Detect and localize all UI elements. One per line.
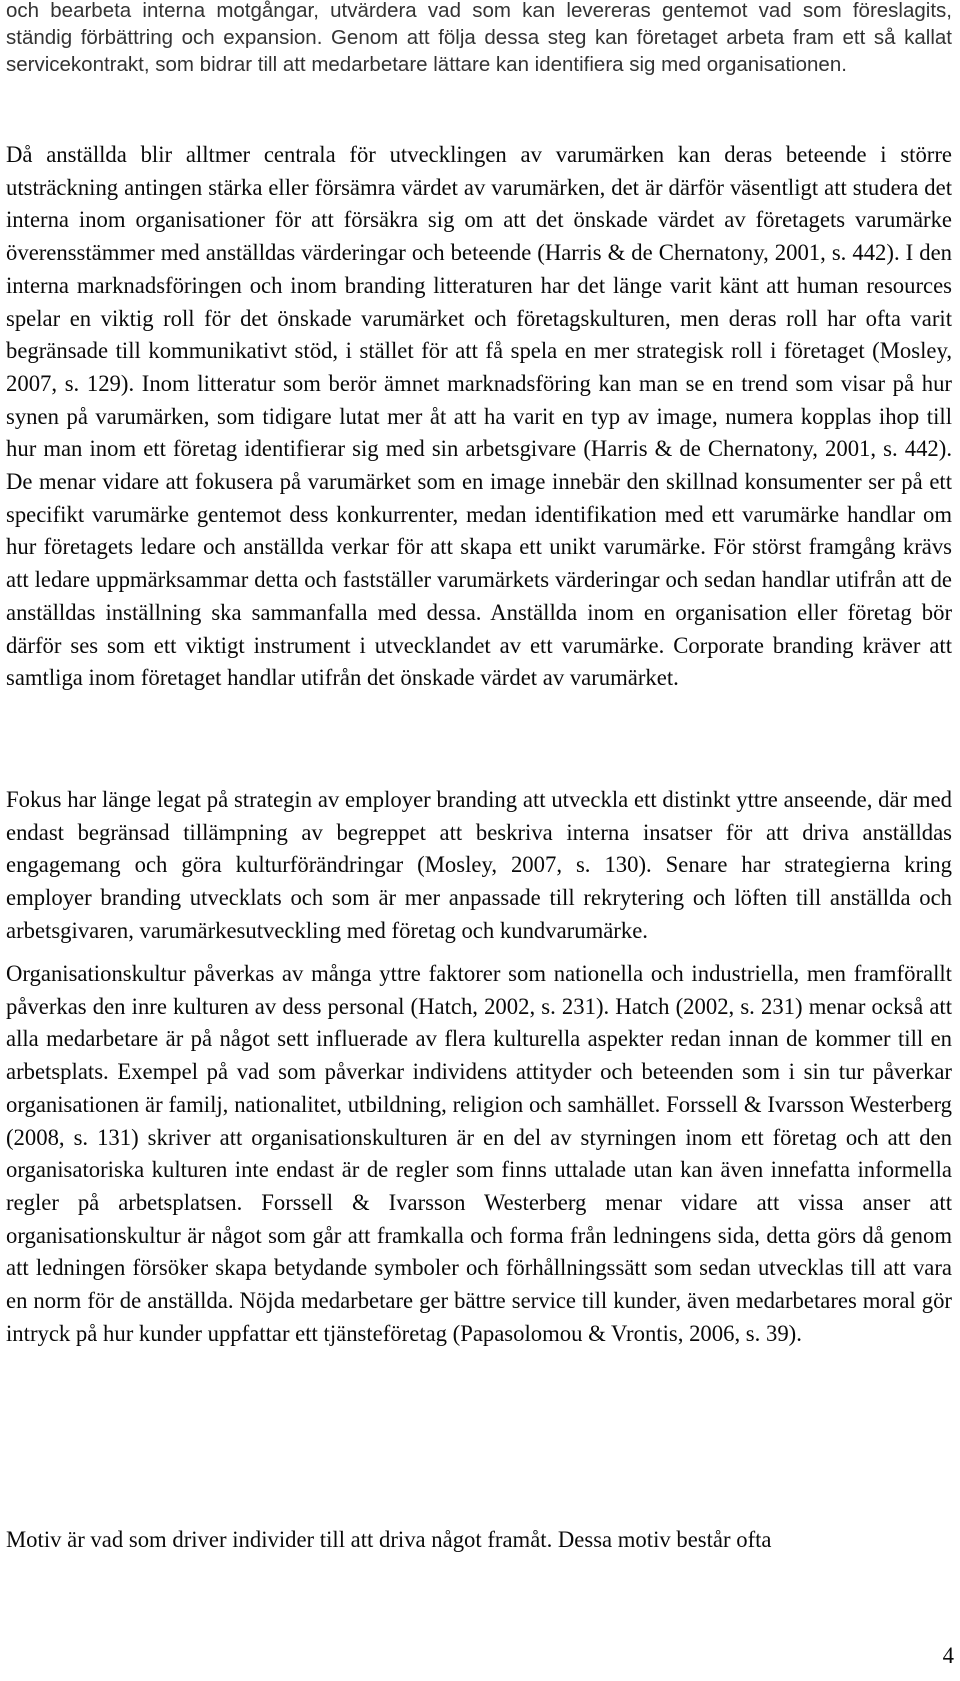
paragraph-motives: Motiv är vad som driver individer till att driva något framåt. Dessa motiv består ofta [6, 1527, 772, 1552]
paragraph-continuation: och bearbeta interna motgångar, utvärdera vad som kan levereras gentemot vad som föreslagits, ständig förbättring och expansion. Genom att följa dessa steg kan företaget arbeta fram ett så kallat servicekontrakt, som bidrar till att medarbetare lättare kan identifiera sig med organisationen. [6, 0, 952, 77]
paragraph-employee-branding: Då anställda blir alltmer centrala för utvecklingen av varumärken kan deras beteende i större utsträckning antingen stärka eller försämra värdet av varumärken, det är därför väsentligt att studera det interna inom organisationer för att försäkra sig om att det önskade värdet av företagets varumärke överensstämmer med anställdas värderingar och beteende (Harris & de Chernatony, 2001, s. 442). I den interna marknadsföringen och inom branding litteraturen har det länge varit känt att human resources spelar en viktig roll för det önskade varumärket och företagskulturen, men deras roll har ofta varit begränsade till kommunikativt stöd, i stället för att få spela en mer strategisk roll i företaget (Mosley, 2007, s. 129). Inom litteratur som berör ämnet marknadsföring kan man se en trend som visar på hur synen på varumärken, som tidigare lutat mer åt att ha varit en typ av image, numera kopplas ihop till hur man inom ett företag identifierar sig med sin arbetsgivare (Harris & de Chernatony, 2001, s. 442). De menar vidare att fokusera på varumärket som en image innebär den skillnad konsumenter ser på ett specifikt varumärke gentemot dess konkurrenter, medan identifikation med ett varumärke handlar om hur företagets ledare och anställda verkar för att skapa ett unikt varumärke. För störst framgång krävs att ledare uppmärksammar detta och fastställer varumärkets värderingar och sedan handlar utifrån att de anställdas inställning ska sammanfalla med dessa. Anställda inom en organisation eller företag bör därför ses som ett viktigt instrument i utvecklandet av ett varumärke. Corporate branding kräver att samtliga inom företaget handlar utifrån det önskade värdet av varumärket. [6, 142, 952, 691]
paragraph-organisational-culture: Organisationskultur påverkas av många yttre faktorer som nationella och industriella, men framförallt påverkas den inre kulturen av dess personal (Hatch, 2002, s. 231). Hatch (2002, s. 231) menar också att alla medarbetare är på något sett influerade av flera kulturella aspekter redan innan de kommer till en arbetsplats. Exempel på vad som påverkar individens attityder och beteenden som i sin tur påverkar organisationen är familj, nationalitet, utbildning, religion och samhället. Forssell & Ivarsson Westerberg (2008, s. 131) skriver att organisationskulturen är en del av styrningen inom ett företag och att den organisatoriska kulturen inte endast är de regler som finns uttalade utan kan även innefatta informella regler på arbetsplatsen. Forssell & Ivarsson Westerberg menar vidare att vissa anser att organisationskultur är något som går att framkalla och forma från ledningens sida, detta görs då genom att ledningen försöker skapa betydande symboler och förhållningssätt som sedan utvecklas till att vara en norm för de anställda. Nöjda medarbetare ger bättre service till kunder, även medarbetares moral gör intryck på hur kunder uppfattar ett tjänsteföretag (Papasolomou & Vrontis, 2006, s. 39). [6, 961, 952, 1346]
page-number: 4 [942, 1643, 954, 1668]
paragraph-employer-branding: Fokus har länge legat på strategin av employer branding att utveckla ett distinkt yttre anseende, där med endast begränsad tillämpning av begreppet att beskriva interna insatser för att driva anställdas engagemang och göra kulturförändringar (Mosley, 2007, s. 130). Senare har strategierna kring employer branding utvecklats och som är mer anpassade till rekrytering och löften till anställda och arbetsgivaren, varumärkesutveckling med företag och kundvarumärke. [6, 787, 952, 943]
